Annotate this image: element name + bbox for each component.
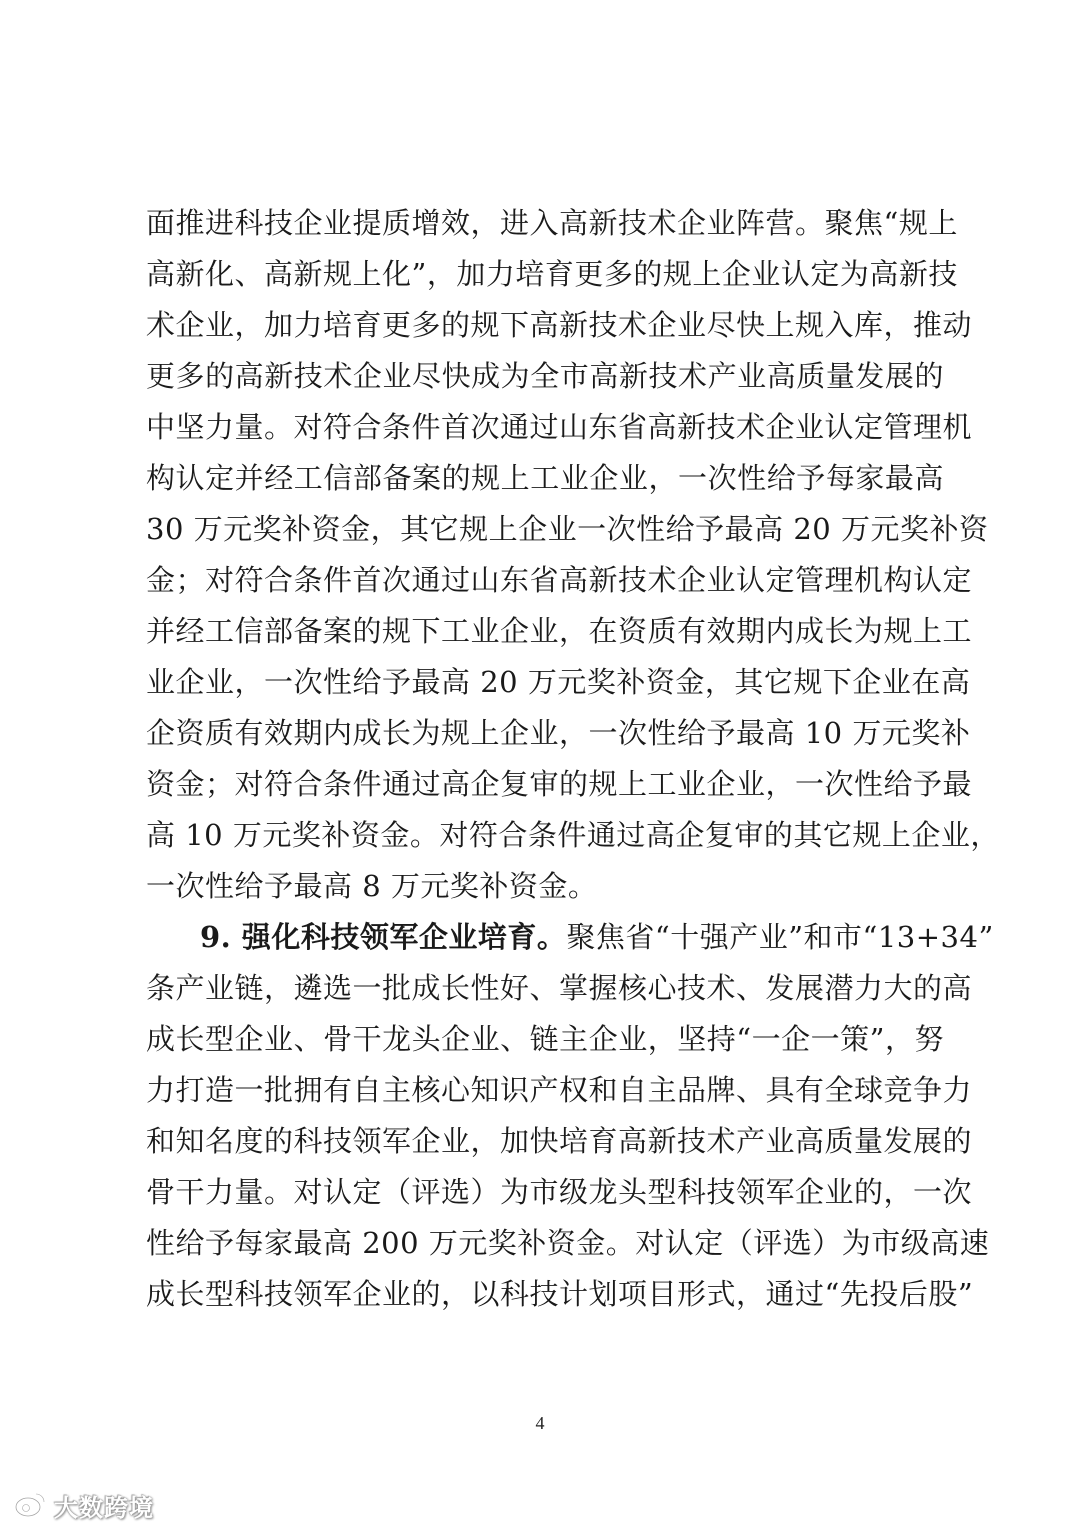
body-line: 面推进科技企业提质增效，进入高新技术企业阵营。聚焦“规上: [146, 206, 958, 240]
body-line: 并经工信部备案的规下工业企业，在资质有效期内成长为规上工: [146, 614, 973, 648]
body-line: 骨干力量。对认定（评选）为市级龙头型科技领军企业的，一次: [146, 1175, 973, 1209]
body-line: 更多的高新技术企业尽快成为全市高新技术产业高质量发展的: [146, 359, 944, 393]
body-line: 企资质有效期内成长为规上企业，一次性给予最高 10 万元奖补: [146, 716, 971, 750]
body-line: 业企业，一次性给予最高 20 万元奖补资金，其它规下企业在高: [146, 665, 971, 699]
body-line: 一次性给予最高 8 万元奖补资金。: [146, 869, 598, 903]
section-9-first-line-text: 聚焦省“十强产业”和市“13+34”: [566, 920, 994, 954]
body-line: 成长型科技领军企业的，以科技计划项目形式，通过“先投后股”: [146, 1277, 974, 1311]
body-line: 条产业链，遴选一批成长性好、掌握核心技术、发展潜力大的高: [146, 971, 973, 1005]
section-9-first-line: [200, 919, 994, 955]
watermark: [14, 1488, 154, 1523]
body-line: 中坚力量。对符合条件首次通过山东省高新技术企业认定管理机: [146, 410, 973, 444]
body-line: 构认定并经工信部备案的规上工业企业，一次性给予每家最高: [146, 461, 944, 495]
watermark-text: 大数跨境: [54, 1494, 154, 1522]
body-line: 术企业，加力培育更多的规下高新技术企业尽快上规入库，推动: [146, 308, 973, 342]
body-line: 力打造一批拥有自主核心知识产权和自主品牌、具有全球竞争力: [146, 1073, 973, 1107]
body-line: 性给予每家最高 200 万元奖补资金。对认定（评选）为市级高速: [146, 1226, 990, 1260]
body-line: 高新化、高新规上化”，加力培育更多的规上企业认定为高新技: [146, 257, 958, 291]
body-line: 高 10 万元奖补资金。对符合条件通过高企复审的其它规上企业，: [146, 818, 1000, 852]
body-line: 30 万元奖补资金，其它规上企业一次性给予最高 20 万元奖补资: [146, 512, 989, 546]
body-line: 成长型企业、骨干龙头企业、链主企业，坚持“一企一策”，努: [146, 1022, 944, 1056]
weibo-logo-icon: [14, 1490, 48, 1522]
body-line: 和知名度的科技领军企业，加快培育高新技术产业高质量发展的: [146, 1124, 973, 1158]
body-line: 金；对符合条件首次通过山东省高新技术企业认定管理机构认定: [146, 563, 973, 597]
section-9-heading: 9. 强化科技领军企业培育。: [200, 920, 567, 954]
page-number: 4: [535, 1413, 545, 1433]
body-line: 资金；对符合条件通过高企复审的规上工业企业，一次性给予最: [146, 767, 973, 801]
